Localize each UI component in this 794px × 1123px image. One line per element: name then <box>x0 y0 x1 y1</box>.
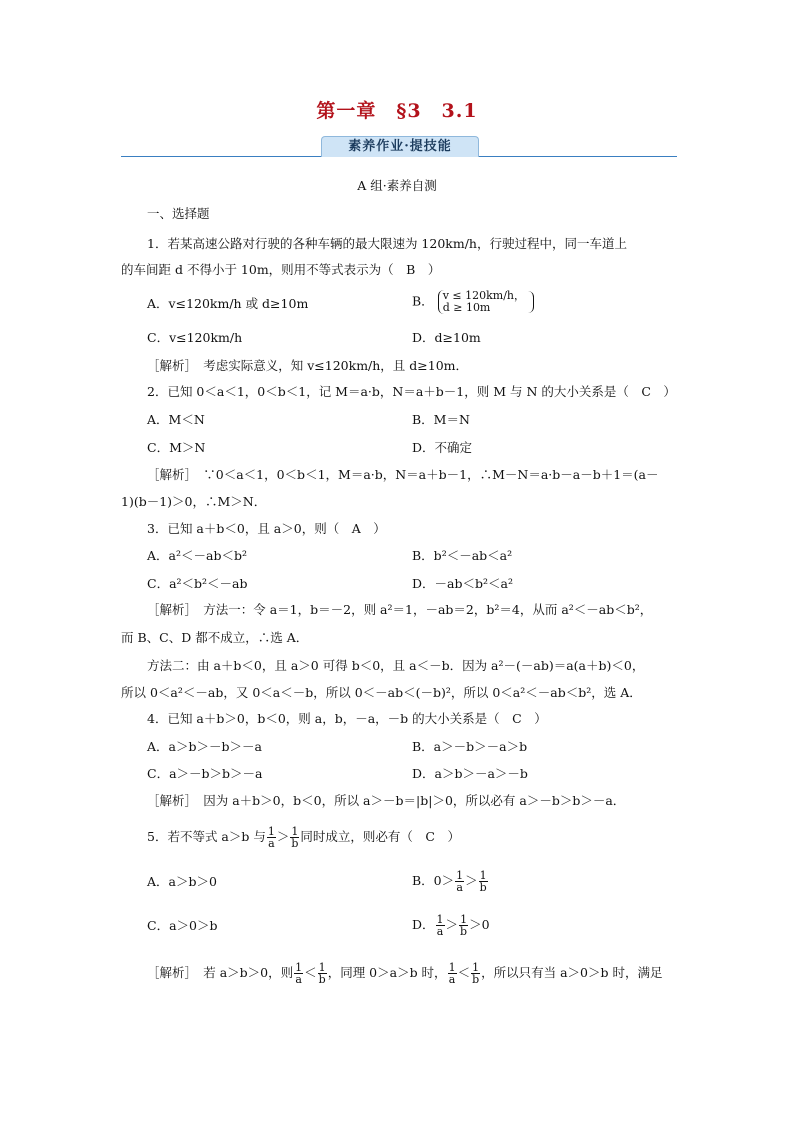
q3-option-d: D．－ab＜b²＜a² <box>412 576 513 591</box>
q5-stem <box>147 826 460 849</box>
q2-stem: 2．已知 0＜a＜1，0＜b＜1，记 M＝a·b，N＝a＋b－1，则 M 与 N 的大小关系是（ C ） <box>147 384 676 399</box>
q3-option-c: C．a²＜b²＜－ab <box>147 576 248 591</box>
q1-stem-line2: 的车间距 d 不得小于 10m，则用不等式表示为（ B ） <box>121 262 441 277</box>
q5-frac-1a <box>436 914 445 937</box>
q3-answer-line1: ［解析］ 方法一：令 a＝1，b＝－2，则 a²＝1，－ab＝2，b²＝4，从而 a²＜－ab＜b²， <box>147 602 653 617</box>
group-heading: A 组·素养自测 <box>357 178 437 193</box>
frac-denominator: a <box>456 881 463 894</box>
frac-numerator: 1 <box>472 961 480 974</box>
q1-option-b <box>412 290 534 314</box>
q5-frac-1b <box>290 826 299 849</box>
frac-numerator: 1 <box>267 825 275 838</box>
frac-denominator: a <box>295 973 302 986</box>
frac-numerator: 1 <box>479 869 487 882</box>
q1-option-d: D．d≥10m <box>412 330 481 345</box>
frac-numerator: 1 <box>318 961 326 974</box>
frac-denominator: b <box>318 973 326 986</box>
frac-numerator: 1 <box>291 825 299 838</box>
q3-answer-line3: 方法二：由 a＋b＜0，且 a＞0 可得 b＜0，且 a＜－b．因为 a²－(－ab)＝a(a＋b)＜0， <box>147 658 645 673</box>
frac-denominator: a <box>436 925 444 938</box>
lt-sign: ＜ <box>457 965 471 980</box>
frac-denominator: b <box>460 925 468 938</box>
q3-option-a: A．a²＜－ab＜b² <box>147 548 247 563</box>
q2-answer-line2: 1)(b－1)＞0，∴M＞N． <box>121 494 267 509</box>
q1-option-b-bottom: d ≥ 10m <box>442 301 491 314</box>
frac-numerator: 1 <box>436 913 444 926</box>
gt-sign: ＞ <box>465 873 478 888</box>
q4-option-d: D．a＞b＞－a＞－b <box>412 766 528 781</box>
q1-option-b-top: v ≤ 120km/h， <box>442 289 525 302</box>
q2-answer-line1: ［解析］ ∵0＜a＜1，0＜b＜1，M＝a·b，N＝a＋b－1，∴M－N＝a·b－a－b＋1＝(a－ <box>147 467 659 482</box>
q5-frac-1b <box>318 962 327 985</box>
q5-frac-1a <box>455 870 464 893</box>
q5-stem-part2: 同时成立，则必有（ C ） <box>300 829 460 844</box>
q3-answer-line4: 所以 0＜a²＜－ab，又 0＜a＜－b，所以 0＜－ab＜(－b)²，所以 0＜a²＜－ab＜b²，选 A． <box>121 685 642 700</box>
q5-frac-1a <box>448 962 457 985</box>
section-banner <box>121 134 677 158</box>
gt-sign: ＞ <box>445 917 459 932</box>
q1-option-c: C．v≤120km/h <box>147 330 243 345</box>
q4-answer: ［解析］ 因为 a＋b＞0，b＜0，所以 a＞－b＝|b|＞0，所以必有 a＞－b＞b＞－a． <box>147 793 626 808</box>
q5-option-b-prefix: B．0＞ <box>412 873 455 888</box>
lt-sign: ＜ <box>304 965 317 980</box>
q2-option-b: B．M＝N <box>412 412 470 427</box>
q5-answer-part1: ［解析］ 若 a＞b＞0，则 <box>147 965 294 980</box>
q5-option-a: A．a＞b＞0 <box>147 874 217 889</box>
banner-label: 素养作业·提技能 <box>321 136 479 157</box>
q2-option-c: C．M＞N <box>147 440 206 455</box>
q3-stem: 3．已知 a＋b＜0，且 a＞0，则（ A ） <box>147 521 386 536</box>
frac-numerator: 1 <box>295 961 303 974</box>
q5-stem-part1: 5．若不等式 a＞b 与 <box>147 829 266 844</box>
q3-option-b: B．b²＜－ab＜a² <box>412 548 513 563</box>
page-title: 第一章 §3 3.1 <box>316 100 478 122</box>
q1-option-a: A．v≤120km/h 或 d≥10m <box>147 296 309 311</box>
q5-answer-part2: ，同理 0＞a＞b 时， <box>327 965 447 980</box>
q4-option-b: B．a＞－b＞－a＞b <box>412 739 528 754</box>
q3-answer-line2: 而 B、C、D 都不成立，∴选 A． <box>121 630 309 645</box>
q5-option-d <box>412 914 490 937</box>
q5-option-d-prefix: D． <box>412 917 435 932</box>
q5-option-d-suffix: ＞0 <box>469 917 490 932</box>
q5-option-c: C．a＞0＞b <box>147 918 218 933</box>
q1-option-b-system <box>438 290 525 314</box>
q4-option-a: A．a＞b＞－b＞－a <box>147 739 262 754</box>
frac-denominator: b <box>472 973 480 986</box>
frac-denominator: b <box>291 837 299 850</box>
frac-numerator: 1 <box>448 961 456 974</box>
q1-option-b-brace-right <box>527 291 534 313</box>
gt-sign: ＞ <box>276 829 290 844</box>
q1-stem-line1: 1．若某高速公路对行驶的各种车辆的最大限速为 120km/h，行驶过程中，同一车道上 <box>147 236 627 251</box>
q5-frac-1a <box>267 826 276 849</box>
q5-option-b <box>412 870 489 893</box>
q1-answer: ［解析］ 考虑实际意义，知 v≤120km/h，且 d≥10m． <box>147 358 469 373</box>
q4-option-c: C．a＞－b＞b＞－a <box>147 766 263 781</box>
frac-numerator: 1 <box>460 913 468 926</box>
q5-frac-1b <box>471 962 480 985</box>
q5-frac-1a <box>294 962 303 985</box>
frac-denominator: a <box>448 973 456 986</box>
q5-frac-1b <box>479 870 488 893</box>
q4-stem: 4．已知 a＋b＞0，b＜0，则 a，b，－a，－b 的大小关系是（ C ） <box>147 711 547 726</box>
q1-option-b-prefix: B． <box>412 293 434 309</box>
frac-numerator: 1 <box>456 869 464 882</box>
q2-option-a: A．M＜N <box>147 412 205 427</box>
q5-answer <box>147 962 662 985</box>
q5-frac-1b <box>459 914 468 937</box>
q2-option-d: D．不确定 <box>412 440 473 455</box>
frac-denominator: b <box>479 881 487 894</box>
part-heading: 一、选择题 <box>147 206 210 221</box>
q5-answer-part3: ，所以只有当 a＞0＞b 时，满足 <box>481 965 663 980</box>
frac-denominator: a <box>268 837 275 850</box>
